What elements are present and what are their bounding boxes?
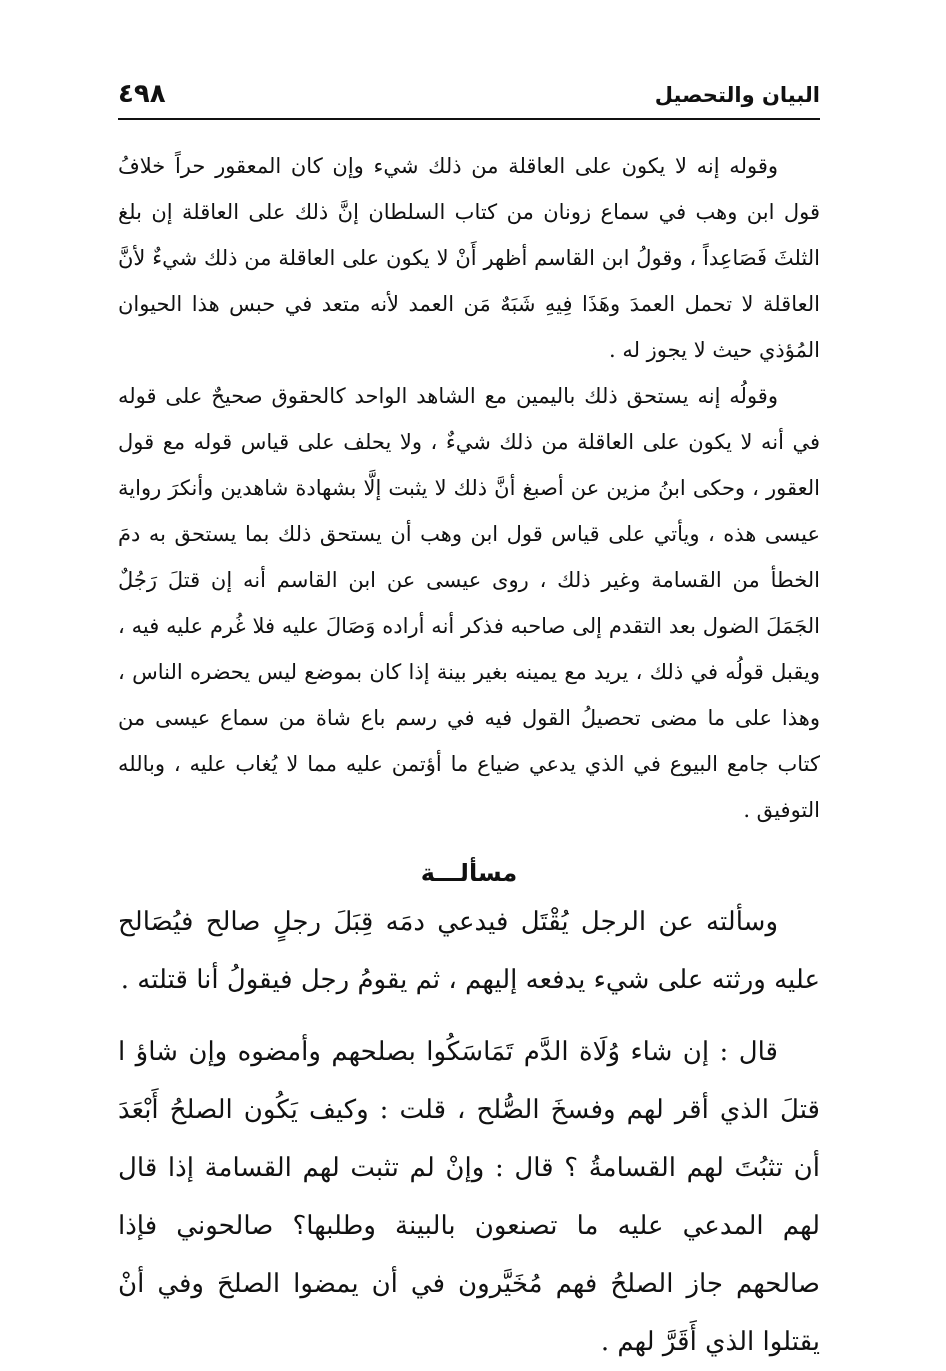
header-rule (118, 118, 820, 120)
running-title: البيان والتحصيل (654, 83, 820, 107)
page-header (118, 76, 820, 120)
answer-paragraph: قال : إن شاء وُلَاة الدَّم تَمَاسَكُوا بصلحهم وأمضوه وإن شاؤ ا قتلَ الذي أقر لهم وفسخَ الصُّلح ، قلت : وكيف يَكُون الصلحُ أَبْعَدَ أن تثبُتَ لهم القسامةُ ؟ قال : وإنْ لم تثبت لهم القسامة إذا قال لهم المدعي عليه ما تصنعون بالبينة وطلبها؟ صالحوني فإذا صالحهم جاز الصلحُ فهم مُخَيَّرون في أن يمضوا الصلحَ وفي أنْ يقتلوا الذي أَقَرَّ لهم . (118, 1037, 820, 1357)
page-number: ٤٩٨ (118, 79, 166, 109)
paragraph-2: وقولُه إنه يستحق ذلك باليمين مع الشاهد الواحد كالحقوق صحيحٌ على قوله في أنه لا يكون على العاقلة من ذلك شيءٌ ، ولا يحلف على قياس قوله مع قول العقور ، وحكى ابنُ مزين عن أصبغ أنَّ ذلك لا يثبت إلَّا بشهادة شاهدين وأنكرَ رواية عيسى هذه ، ويأتي على قياس قول ابن وهب أن يستحق ذلك بما يستحق به دمَ الخطأ من القسامة وغير ذلك ، روى عيسى عن ابن القاسم أنه إن قتلَ رَجُلٌ الجَمَلَ الضول بعد التقدم إلى صاحبه فذكر أنه أراده وَصَالَ عليه فلا غُرم عليه فيه ، ويقبل قولُه في ذلك ، يريد مع يمينه بغير بينة إذا كان بموضع ليس يحضره الناس ، وهذا على ما مضى تحصيلُ القول فيه في رسم باع شاة من سماع عيسى من كتاب جامع البيوع في الذي يدعي ضياع ما أؤتمن عليه مما لا يُغاب عليه ، وبالله التوفيق . (118, 384, 820, 822)
question-paragraph: وسألته عن الرجل يُقْتَل فيدعي دمَه قِبَلَ رجلٍ صالح فيُصَالح عليه ورثته على شيء يدفعه إليهم ، ثم يقومُ رجل فيقولُ أنا قتلته . (118, 907, 820, 995)
section-heading: مسألـــة (420, 859, 518, 887)
paragraph-1: وقوله إنه لا يكون على العاقلة من ذلك شيء وإن كان المعقور حراً خلافُ قول ابن وهب في سماع زونان من كتاب السلطان إنَّ ذلك على العاقلة إن بلغ الثلثَ فَصَاعِداً ، وقولُ ابن القاسم أظهر أَنْ لا يكون على العاقلة من ذلك شيءٌ لأنَّ العاقلة لا تحمل العمدَ وهَذَا فِيهِ شَبَهٌ مَن العمد لأنه متعد في حبس هذا الحيوان المُؤذي حيث لا يجوز له . (118, 154, 820, 362)
page-body (118, 143, 820, 1371)
